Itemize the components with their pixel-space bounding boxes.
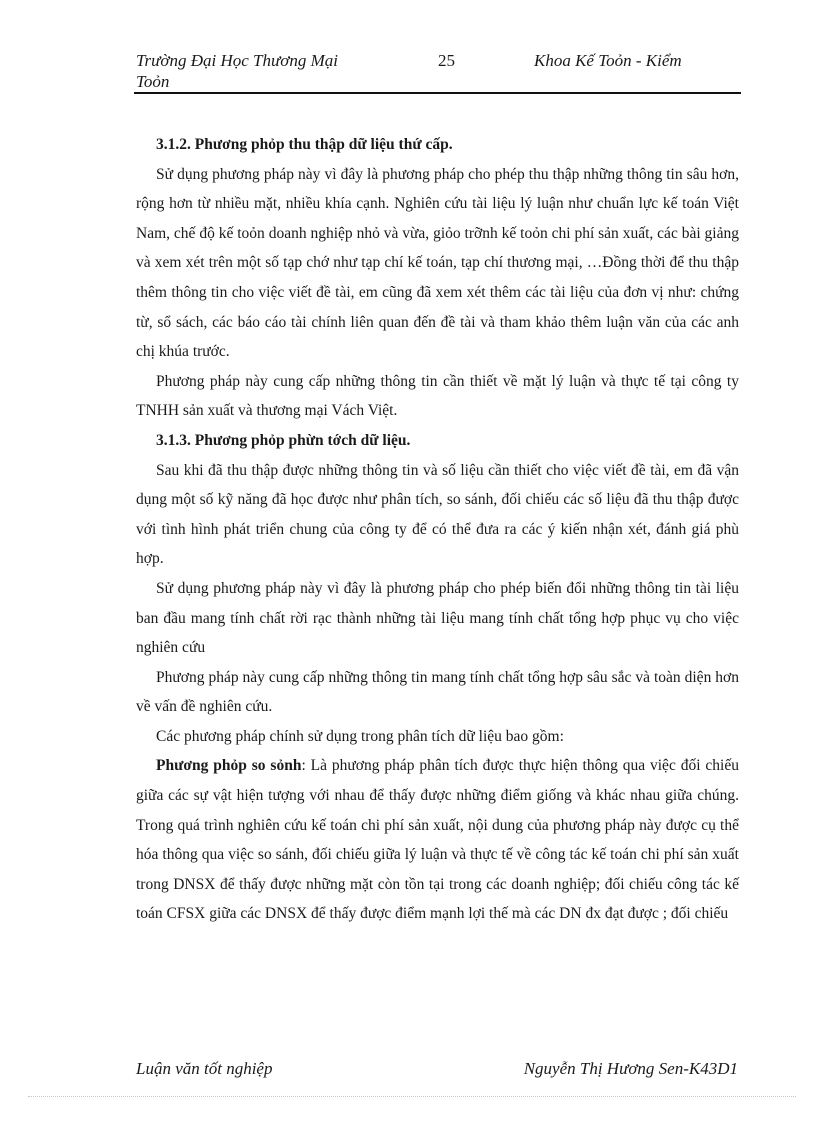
- header-school: [136, 50, 386, 92]
- paragraph: Phương pháp này cung cấp những thông tin mang tính chất tổng hợp sâu sắc và toàn diện hơn về vấn đề nghiên cứu.: [136, 668, 739, 716]
- footer-author: Nguyễn Thị Hương Sen-K43D1: [523, 1059, 738, 1078]
- section-heading-3-1-3: 3.1.3. Phương phỏp phừn tớch dữ liệu.: [156, 431, 411, 449]
- paragraph: Phương pháp này cung cấp những thông tin cần thiết về mặt lý luận và thực tế tại công ty TNHH sản xuất và thương mại Vách Việt.: [136, 372, 739, 420]
- header-department: Khoa Kế Toỏn - Kiểm: [534, 51, 682, 70]
- paragraph-text: : Là phương pháp phân tích được thực hiện thông qua việc đối chiếu giữa các sự vật hiện tượng với nhau để thấy được những điểm giống và khác nhau giữa chúng. Trong quá trình nghiên cứu kế toán chi phí sản xuất, nội dung của phương pháp này được cụ thể hóa thông qua việc so sánh, đối chiếu giữa lý luận và thực tế về công tác kế toán chi phí sản xuất trong DNSX để thấy được những mặt còn tồn tại trong các doanh nghiệp; đối chiếu công tác kế toán CFSX giữa các DNSX để thấy được điểm mạnh lợi thế mà các DN đx đạt được ; đối chiếu: [136, 757, 739, 923]
- paragraph: Sử dụng phương pháp này vì đây là phương pháp cho phép thu thập những thông tin sâu hơn, rộng hơn từ nhiều mặt, nhiều khía cạnh. Nghiên cứu tài liệu lý luận như chuẩn lực kế toán Việt Nam, chế độ kế toỏn doanh nghiệp nhỏ và vừa, giỏo trỡnh kế toỏn chi phí sản xuất, các bài giảng và xem xét trên một số tạp chớ như tạp chí kế toán, tạp chí thương mại, …Đồng thời để thu thập thêm thông tin cho việc viết đề tài, em cũng đã xem xét thêm các tài liệu của đơn vị như: chứng từ, sổ sách, các báo cáo tài chính liên quan đến đề tài và tham khảo thêm luận văn của các anh chị khúa trước.: [136, 165, 739, 361]
- header-school-name: Trường Đại Học Thương Mại: [136, 51, 338, 70]
- page-body: [136, 130, 739, 929]
- paragraph: Sử dụng phương pháp này vì đây là phương pháp cho phép biến đổi những thông tin tài liệu ban đầu mang tính chất rời rạc thành những tài liệu mang tính chất tổng hợp phục vụ cho việc nghiên cứu: [136, 579, 739, 657]
- page-bottom-dotted-rule: [28, 1096, 796, 1097]
- footer-thesis-label: Luận văn tốt nghiệp: [136, 1059, 273, 1078]
- header-divider: [134, 92, 741, 94]
- paragraph: Sau khi đã thu thập được những thông tin và số liệu cần thiết cho việc viết đề tài, em đã vận dụng một số kỹ năng đã học được như phân tích, so sánh, đối chiếu các số liệu đã thu thập được với tình hình phát triển chung của công ty để có thể đưa ra các ý kiến nhận xét, đánh giá phù hợp.: [136, 461, 739, 568]
- paragraph: [136, 751, 739, 929]
- term-comparison-method: Phương phỏp so sỏnh: [156, 757, 302, 775]
- section-heading-3-1-2: 3.1.2. Phương phỏp thu thập dữ liệu thứ cấp.: [156, 136, 453, 153]
- paragraph: Các phương pháp chính sử dụng trong phân tích dữ liệu bao gồm:: [156, 727, 564, 745]
- page-number: 25: [438, 51, 455, 70]
- header-department-continuation: Toỏn: [136, 72, 170, 91]
